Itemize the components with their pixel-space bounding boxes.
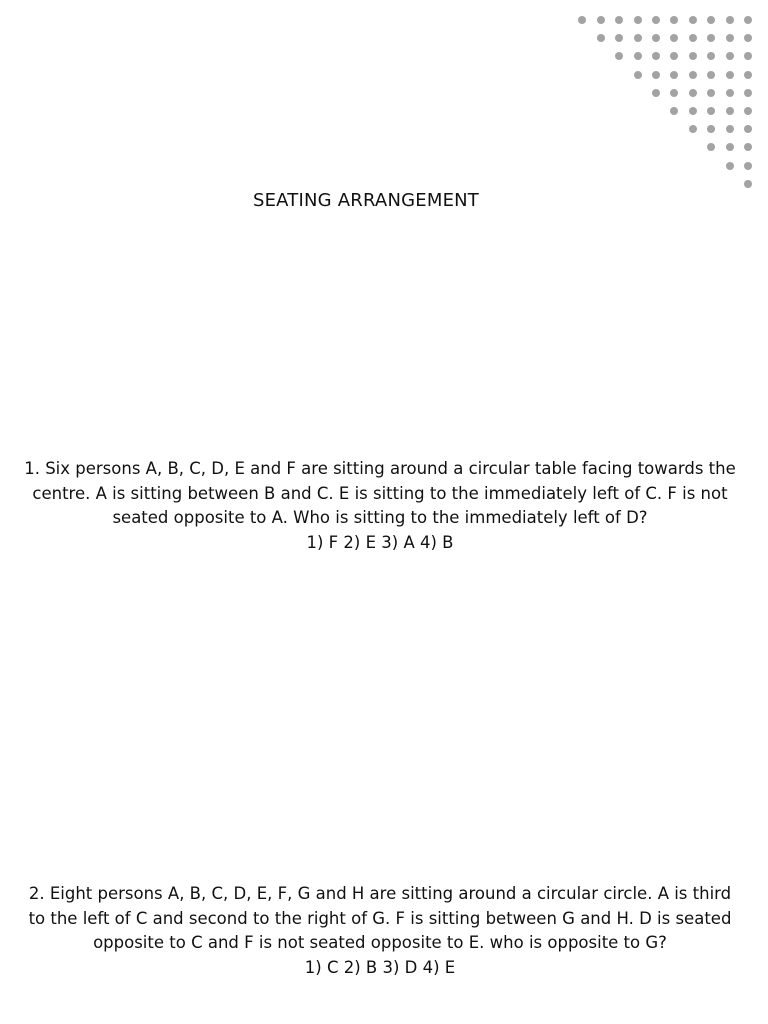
decorative-dot bbox=[615, 16, 623, 24]
decorative-dot bbox=[597, 34, 605, 42]
decorative-dot bbox=[707, 52, 715, 60]
decorative-dot bbox=[689, 89, 697, 97]
decorative-dot bbox=[670, 16, 678, 24]
decorative-dot bbox=[689, 71, 697, 79]
decorative-dot bbox=[652, 71, 660, 79]
decorative-dot bbox=[707, 143, 715, 151]
decorative-dot bbox=[670, 34, 678, 42]
decorative-dot bbox=[744, 107, 752, 115]
decorative-dot bbox=[670, 71, 678, 79]
decorative-dot bbox=[652, 52, 660, 60]
decorative-dot bbox=[689, 125, 697, 133]
decorative-dot bbox=[670, 107, 678, 115]
decorative-dot bbox=[634, 16, 642, 24]
question-1 bbox=[24, 457, 736, 555]
decorative-dot bbox=[744, 71, 752, 79]
decorative-dot bbox=[744, 143, 752, 151]
decorative-dot bbox=[744, 16, 752, 24]
decorative-dot bbox=[652, 16, 660, 24]
decorative-dot bbox=[689, 16, 697, 24]
decorative-dot bbox=[652, 34, 660, 42]
decorative-dot bbox=[726, 52, 734, 60]
decorative-dot bbox=[726, 71, 734, 79]
decorative-dot bbox=[689, 107, 697, 115]
decorative-dot bbox=[744, 180, 752, 188]
question-2-options: 1) C 2) B 3) D 4) E bbox=[304, 957, 456, 977]
decorative-dot bbox=[726, 143, 734, 151]
decorative-dot bbox=[670, 89, 678, 97]
decorative-dot bbox=[744, 162, 752, 170]
decorative-dot bbox=[670, 52, 678, 60]
question-2-text: 2. Eight persons A, B, C, D, E, F, G and H are sitting around a circular circle. A is third to the left of C and second to the right of G. F is sitting between G and H. D is seated opposite to C and F is not seated opposite to E. who is opposite to G? bbox=[28, 884, 732, 952]
decorative-dot bbox=[726, 162, 734, 170]
decorative-dot bbox=[707, 71, 715, 79]
decorative-dot bbox=[707, 125, 715, 133]
decorative-dot bbox=[615, 52, 623, 60]
decorative-dot bbox=[744, 34, 752, 42]
decorative-dot bbox=[634, 34, 642, 42]
decorative-dot bbox=[578, 16, 586, 24]
decorative-dot-pattern bbox=[0, 0, 768, 200]
decorative-dot bbox=[744, 89, 752, 97]
decorative-dot bbox=[726, 16, 734, 24]
decorative-dot bbox=[707, 89, 715, 97]
decorative-dot bbox=[726, 89, 734, 97]
decorative-dot bbox=[726, 34, 734, 42]
decorative-dot bbox=[707, 107, 715, 115]
question-1-text: 1. Six persons A, B, C, D, E and F are sitting around a circular table facing towards the centre. A is sitting between B and C. E is sitting to the immediately left of C. F is not seated opposite to A. Who is sitting to the immediately left of D? bbox=[24, 459, 736, 527]
decorative-dot bbox=[744, 125, 752, 133]
decorative-dot bbox=[634, 71, 642, 79]
decorative-dot bbox=[726, 125, 734, 133]
decorative-dot bbox=[744, 52, 752, 60]
question-1-options: 1) F 2) E 3) A 4) B bbox=[306, 532, 454, 552]
decorative-dot bbox=[707, 16, 715, 24]
decorative-dot bbox=[652, 89, 660, 97]
decorative-dot bbox=[634, 52, 642, 60]
decorative-dot bbox=[707, 34, 715, 42]
page-title: SEATING ARRANGEMENT bbox=[252, 190, 479, 211]
question-2 bbox=[24, 882, 736, 980]
decorative-dot bbox=[615, 34, 623, 42]
decorative-dot bbox=[689, 34, 697, 42]
decorative-dot bbox=[689, 52, 697, 60]
decorative-dot bbox=[597, 16, 605, 24]
decorative-dot bbox=[726, 107, 734, 115]
